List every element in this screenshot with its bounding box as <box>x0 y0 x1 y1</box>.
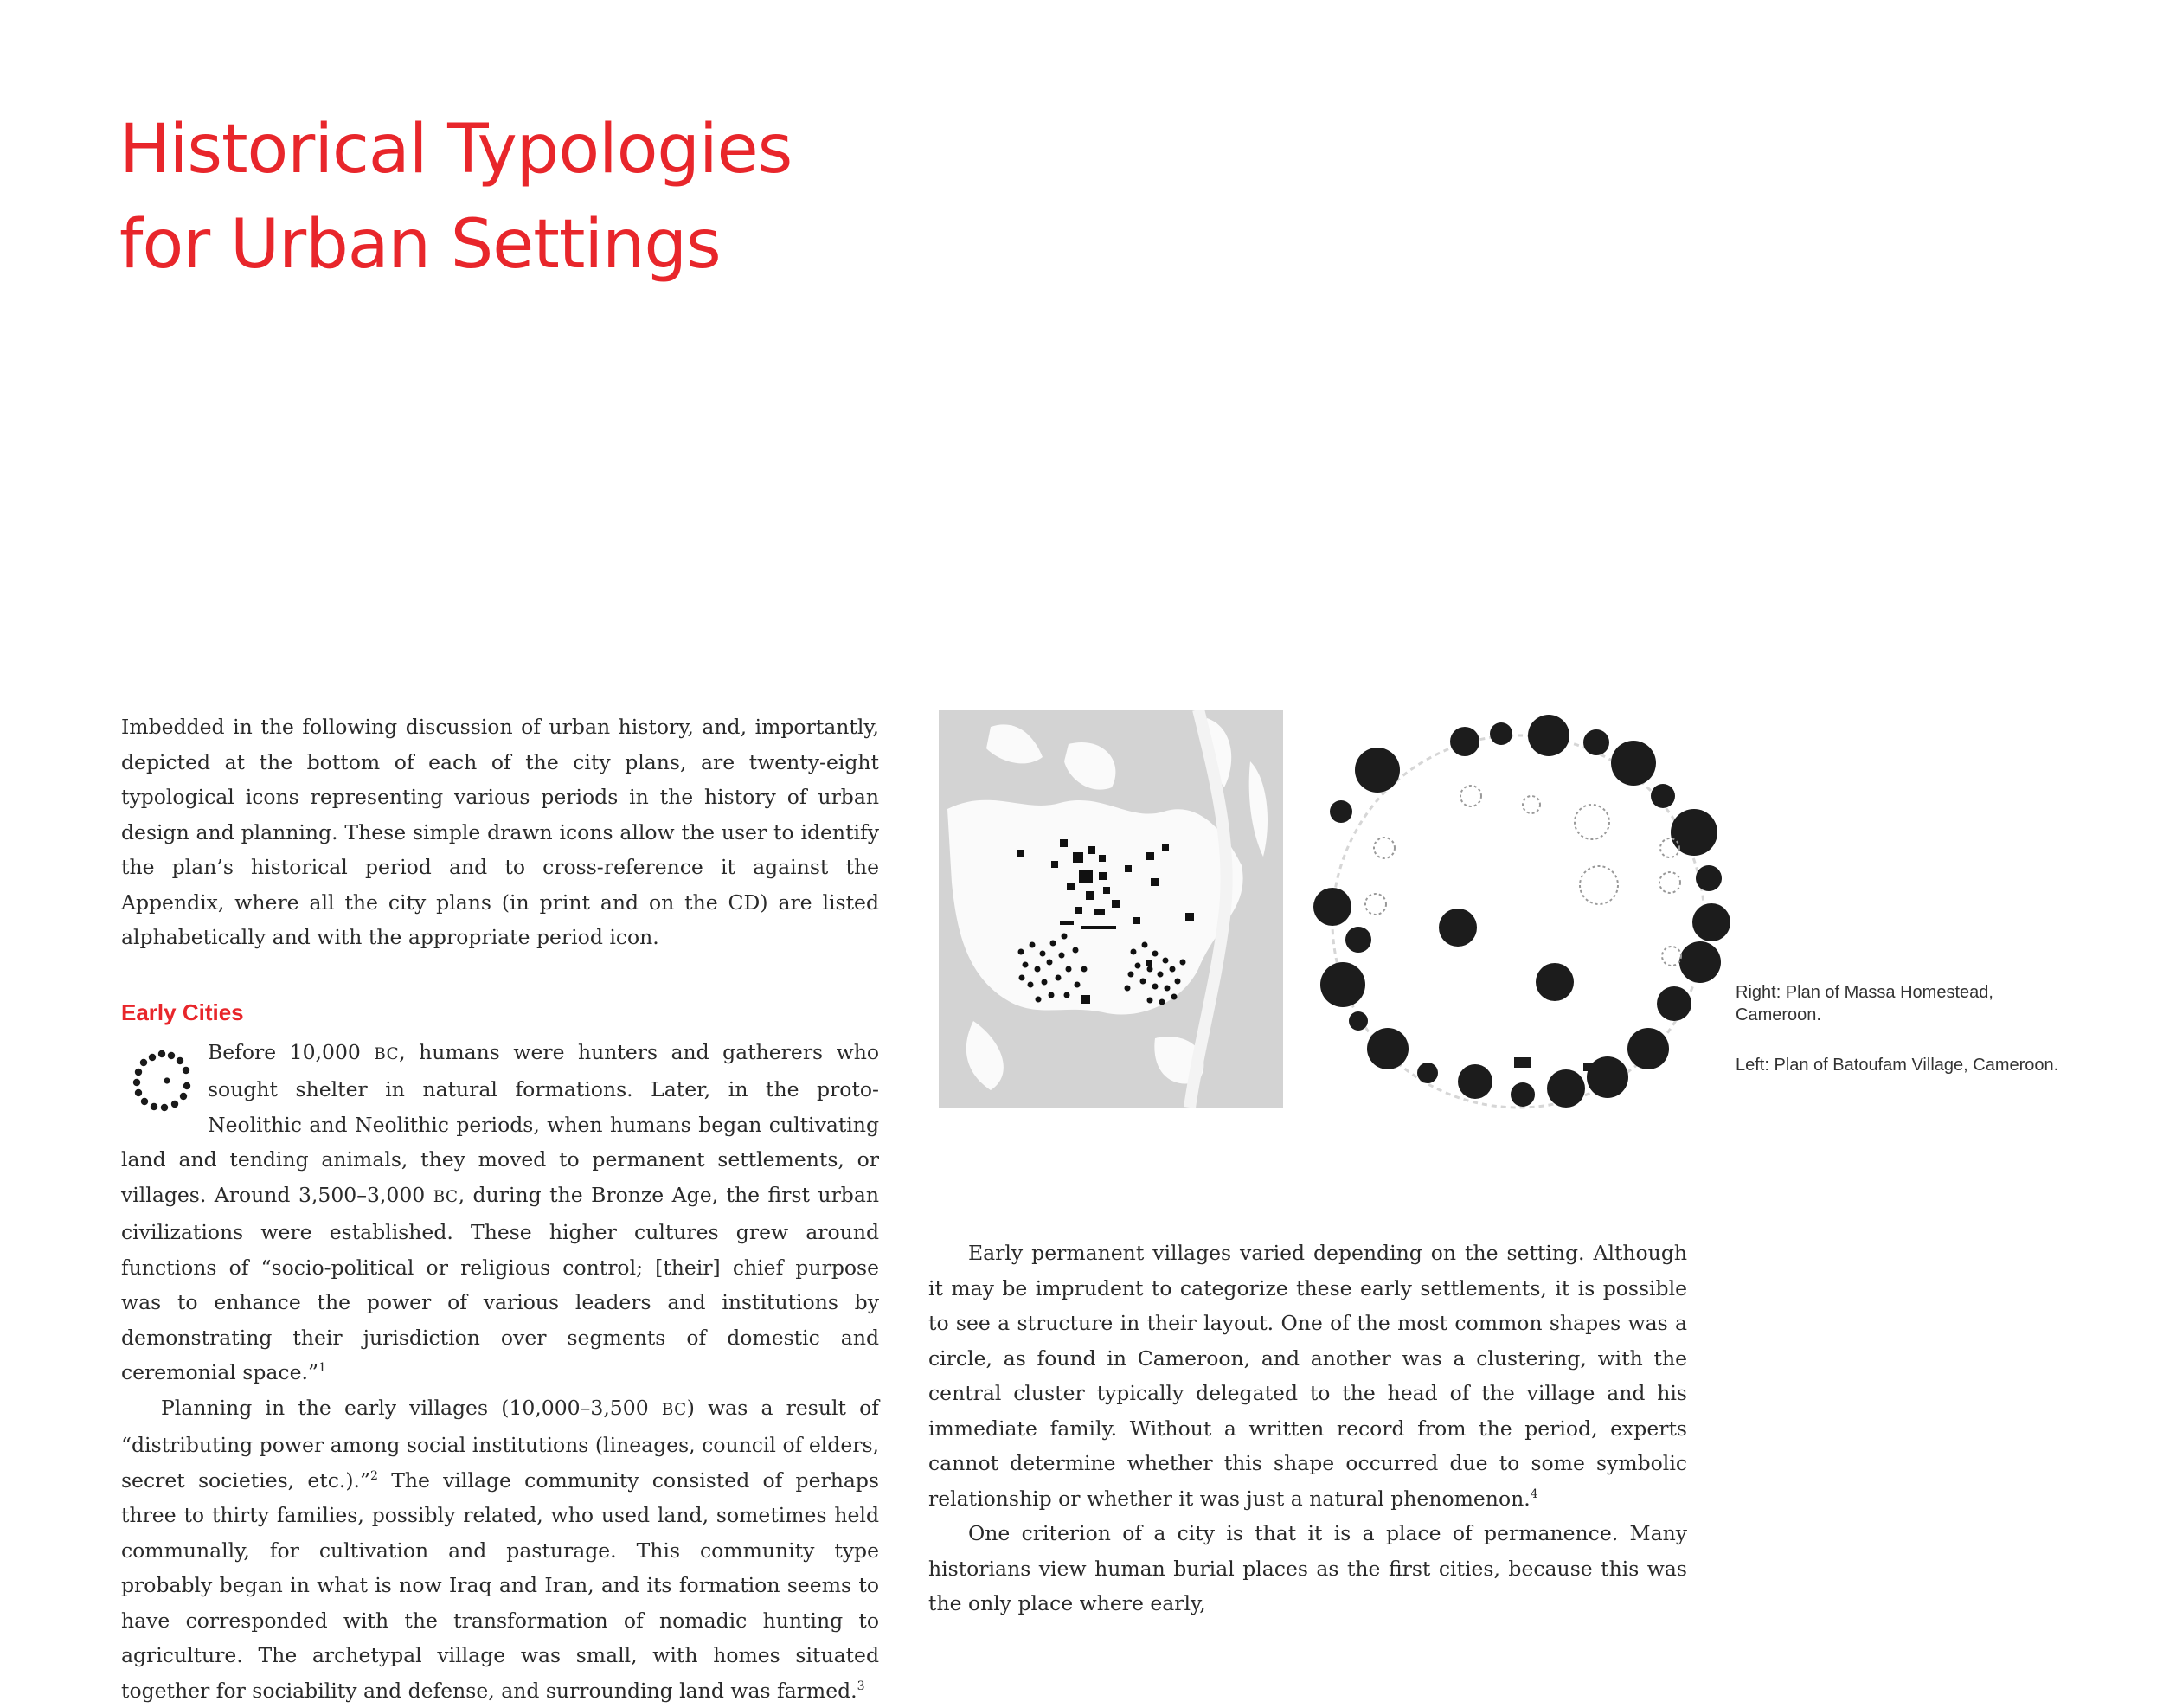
period-icon <box>121 1038 199 1133</box>
p1-text-c: , during the Bronze Age, the first urban civilizations were established. These higher cultures grew around functions of “socio-political or religious control; [their] chief purpose was to enhance the power of various leaders and institutions by demonstrating their jurisdiction over segments of domestic and ceremonial space.” <box>121 1183 879 1385</box>
paragraph-3 <box>928 1236 1687 1516</box>
paragraph-4: One criterion of a city is that it is a place of permanence. Many historians view human burial places as the first cities, because this was the only place where early, <box>928 1516 1687 1621</box>
left-column <box>121 710 879 1708</box>
section-heading: Early Cities <box>121 995 879 1030</box>
p1-era-1: BC <box>374 1045 399 1063</box>
title-line-2: for Urban Settings <box>119 197 985 292</box>
page-title <box>119 102 985 292</box>
p1-era-2: BC <box>433 1188 459 1206</box>
p1-text-a: Before 10,000 <box>208 1040 374 1064</box>
footnote-ref: 4 <box>1531 1487 1538 1501</box>
footnote-ref: 2 <box>370 1469 378 1483</box>
p2-text-a: Planning in the early villages (10,000–3,500 <box>161 1396 662 1420</box>
footnote-ref: 3 <box>857 1679 865 1693</box>
paragraph-2 <box>121 1390 879 1708</box>
title-line-1: Historical Typologies <box>119 102 985 197</box>
p3-text: Early permanent villages varied depending on the setting. Although it may be imprudent to categorize these early settlements, it is possible to see a structure in their layout. One of the most common shapes was a circle, as found in Cameroon, and another was a clustering, with the central cluster typically delegated to the head of the village and his immediate family. Without a written record from the period, experts cannot determine whether this shape occurred due to some symbolic relationship or whether it was just a natural phenomenon. <box>928 1241 1687 1511</box>
p2-text-c: The village community consisted of perhaps three to thirty families, possibly related, who used land, sometimes held communally, for cultivation and pasturage. This community type probably began in what is now Iraq and Iran, and its formation seems to have corresponded with the transformation of nomadic hunting to agriculture. The archetypal village was small, with homes situated together for sociability and defense, and surrounding land was farmed. <box>121 1468 879 1703</box>
massa-homestead-plan <box>1306 710 1730 1133</box>
p1-text-b: , humans were hunters and gatherers who sought shelter in natural formations. Later, in the proto-Neolithic and Neolithic periods, when humans began cultivating land and tending animals, they moved to permanent settlements, or villages. Around 3,500–3,000 <box>121 1040 879 1207</box>
paragraph-1 <box>121 1035 879 1390</box>
p2-text-b: ) was a result of “distributing power among social institutions (lineages, council of elders, secret societies, etc.).” <box>121 1396 879 1493</box>
caption-right: Right: Plan of Massa Homestead, Cameroon. <box>1736 981 2064 1026</box>
intro-paragraph: Imbedded in the following discussion of urban history, and, importantly, depicted at the bottom of each of the city plans, are twenty-eight typological icons representing various periods in the history of urban design and planning. These simple drawn icons allow the user to identify the plan’s historical period and to cross-reference it against the Appendix, where all the city plans (in print and on the CD) are listed alphabetically and with the appropriate period icon. <box>121 710 879 955</box>
batoufam-village-plan <box>939 710 1283 1108</box>
caption-left: Left: Plan of Batoufam Village, Cameroon. <box>1736 1054 2064 1076</box>
right-column <box>928 1236 1687 1621</box>
p2-era: BC <box>662 1401 687 1419</box>
figure-captions <box>1736 981 2064 1104</box>
footnote-ref: 1 <box>318 1361 326 1375</box>
